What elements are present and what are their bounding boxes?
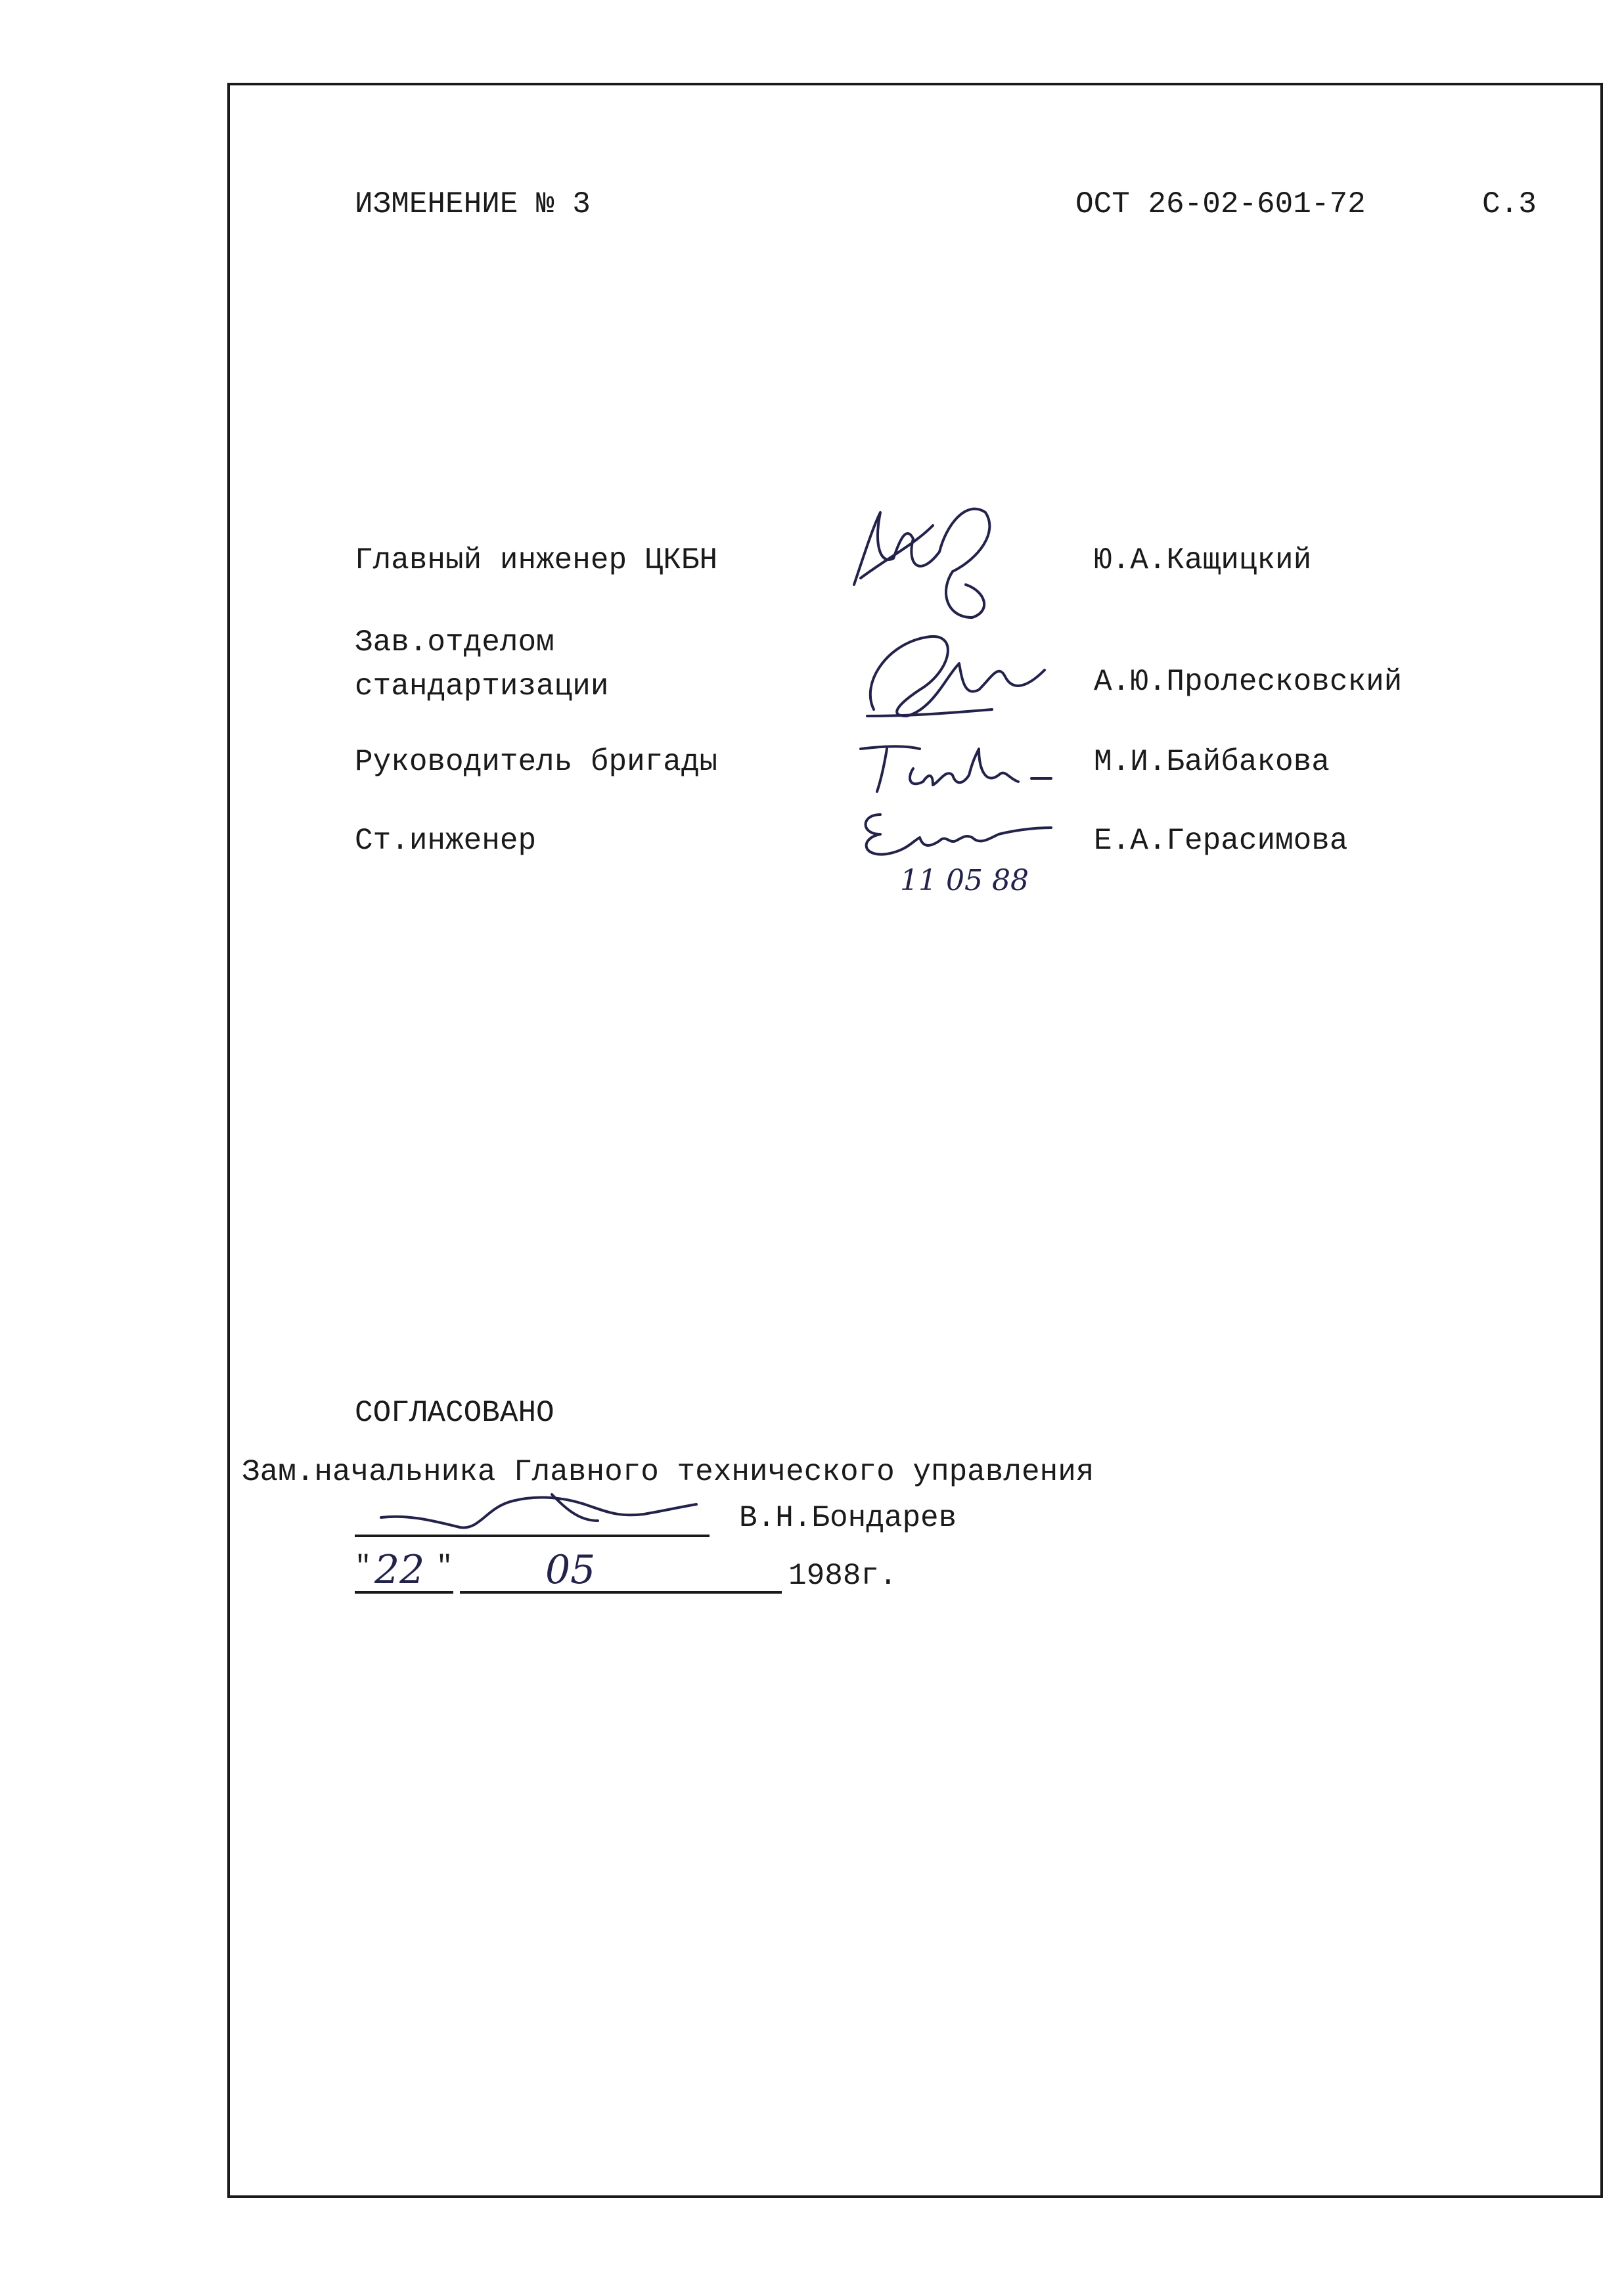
page-frame: [227, 83, 1603, 2198]
name-baibakova: М.И.Байбакова: [1094, 745, 1330, 779]
date-quote-close: ": [436, 1551, 453, 1582]
standard-number: ОСТ 26-02-601-72: [1075, 187, 1366, 221]
date-month-line: [460, 1591, 782, 1594]
svg-text:22: 22: [374, 1547, 425, 1593]
signature-baibakova: [847, 729, 1064, 801]
name-proleskovsky: А.Ю.Пролесковский: [1094, 665, 1403, 699]
position-chief-engineer: Главный инженер ЦКБН: [355, 543, 718, 577]
page-number: С.3: [1482, 187, 1537, 221]
signature-proleskovsky: [847, 617, 1064, 729]
signature-gerasimova: [841, 801, 1064, 900]
position-head-dept-line2: стандартизации: [355, 669, 609, 704]
name-gerasimova: Е.А.Герасимова: [1094, 824, 1348, 858]
date-day-line: [355, 1591, 453, 1594]
handwritten-day: [368, 1544, 447, 1596]
handwritten-date: 11 05 88: [900, 864, 1029, 897]
change-label: ИЗМЕНЕНИЕ № 3: [355, 187, 591, 221]
approval-position: Зам.начальника Главного технического управления: [242, 1455, 1094, 1489]
approver-name: В.Н.Бондарев: [739, 1501, 957, 1535]
position-senior-engineer: Ст.инженер: [355, 824, 537, 858]
name-kashchitsky: Ю.А.Кащицкий: [1094, 543, 1312, 577]
date-year: 1988г.: [788, 1559, 897, 1593]
date-quote-open: ": [355, 1551, 372, 1582]
approval-title: СОГЛАСОВАНО: [355, 1396, 554, 1430]
signature-line: [355, 1535, 710, 1537]
position-head-dept-line1: Зав.отделом: [355, 625, 554, 660]
position-team-leader: Руководитель бригады: [355, 745, 718, 779]
svg-text:05: 05: [545, 1547, 596, 1593]
handwritten-month: [539, 1544, 631, 1596]
